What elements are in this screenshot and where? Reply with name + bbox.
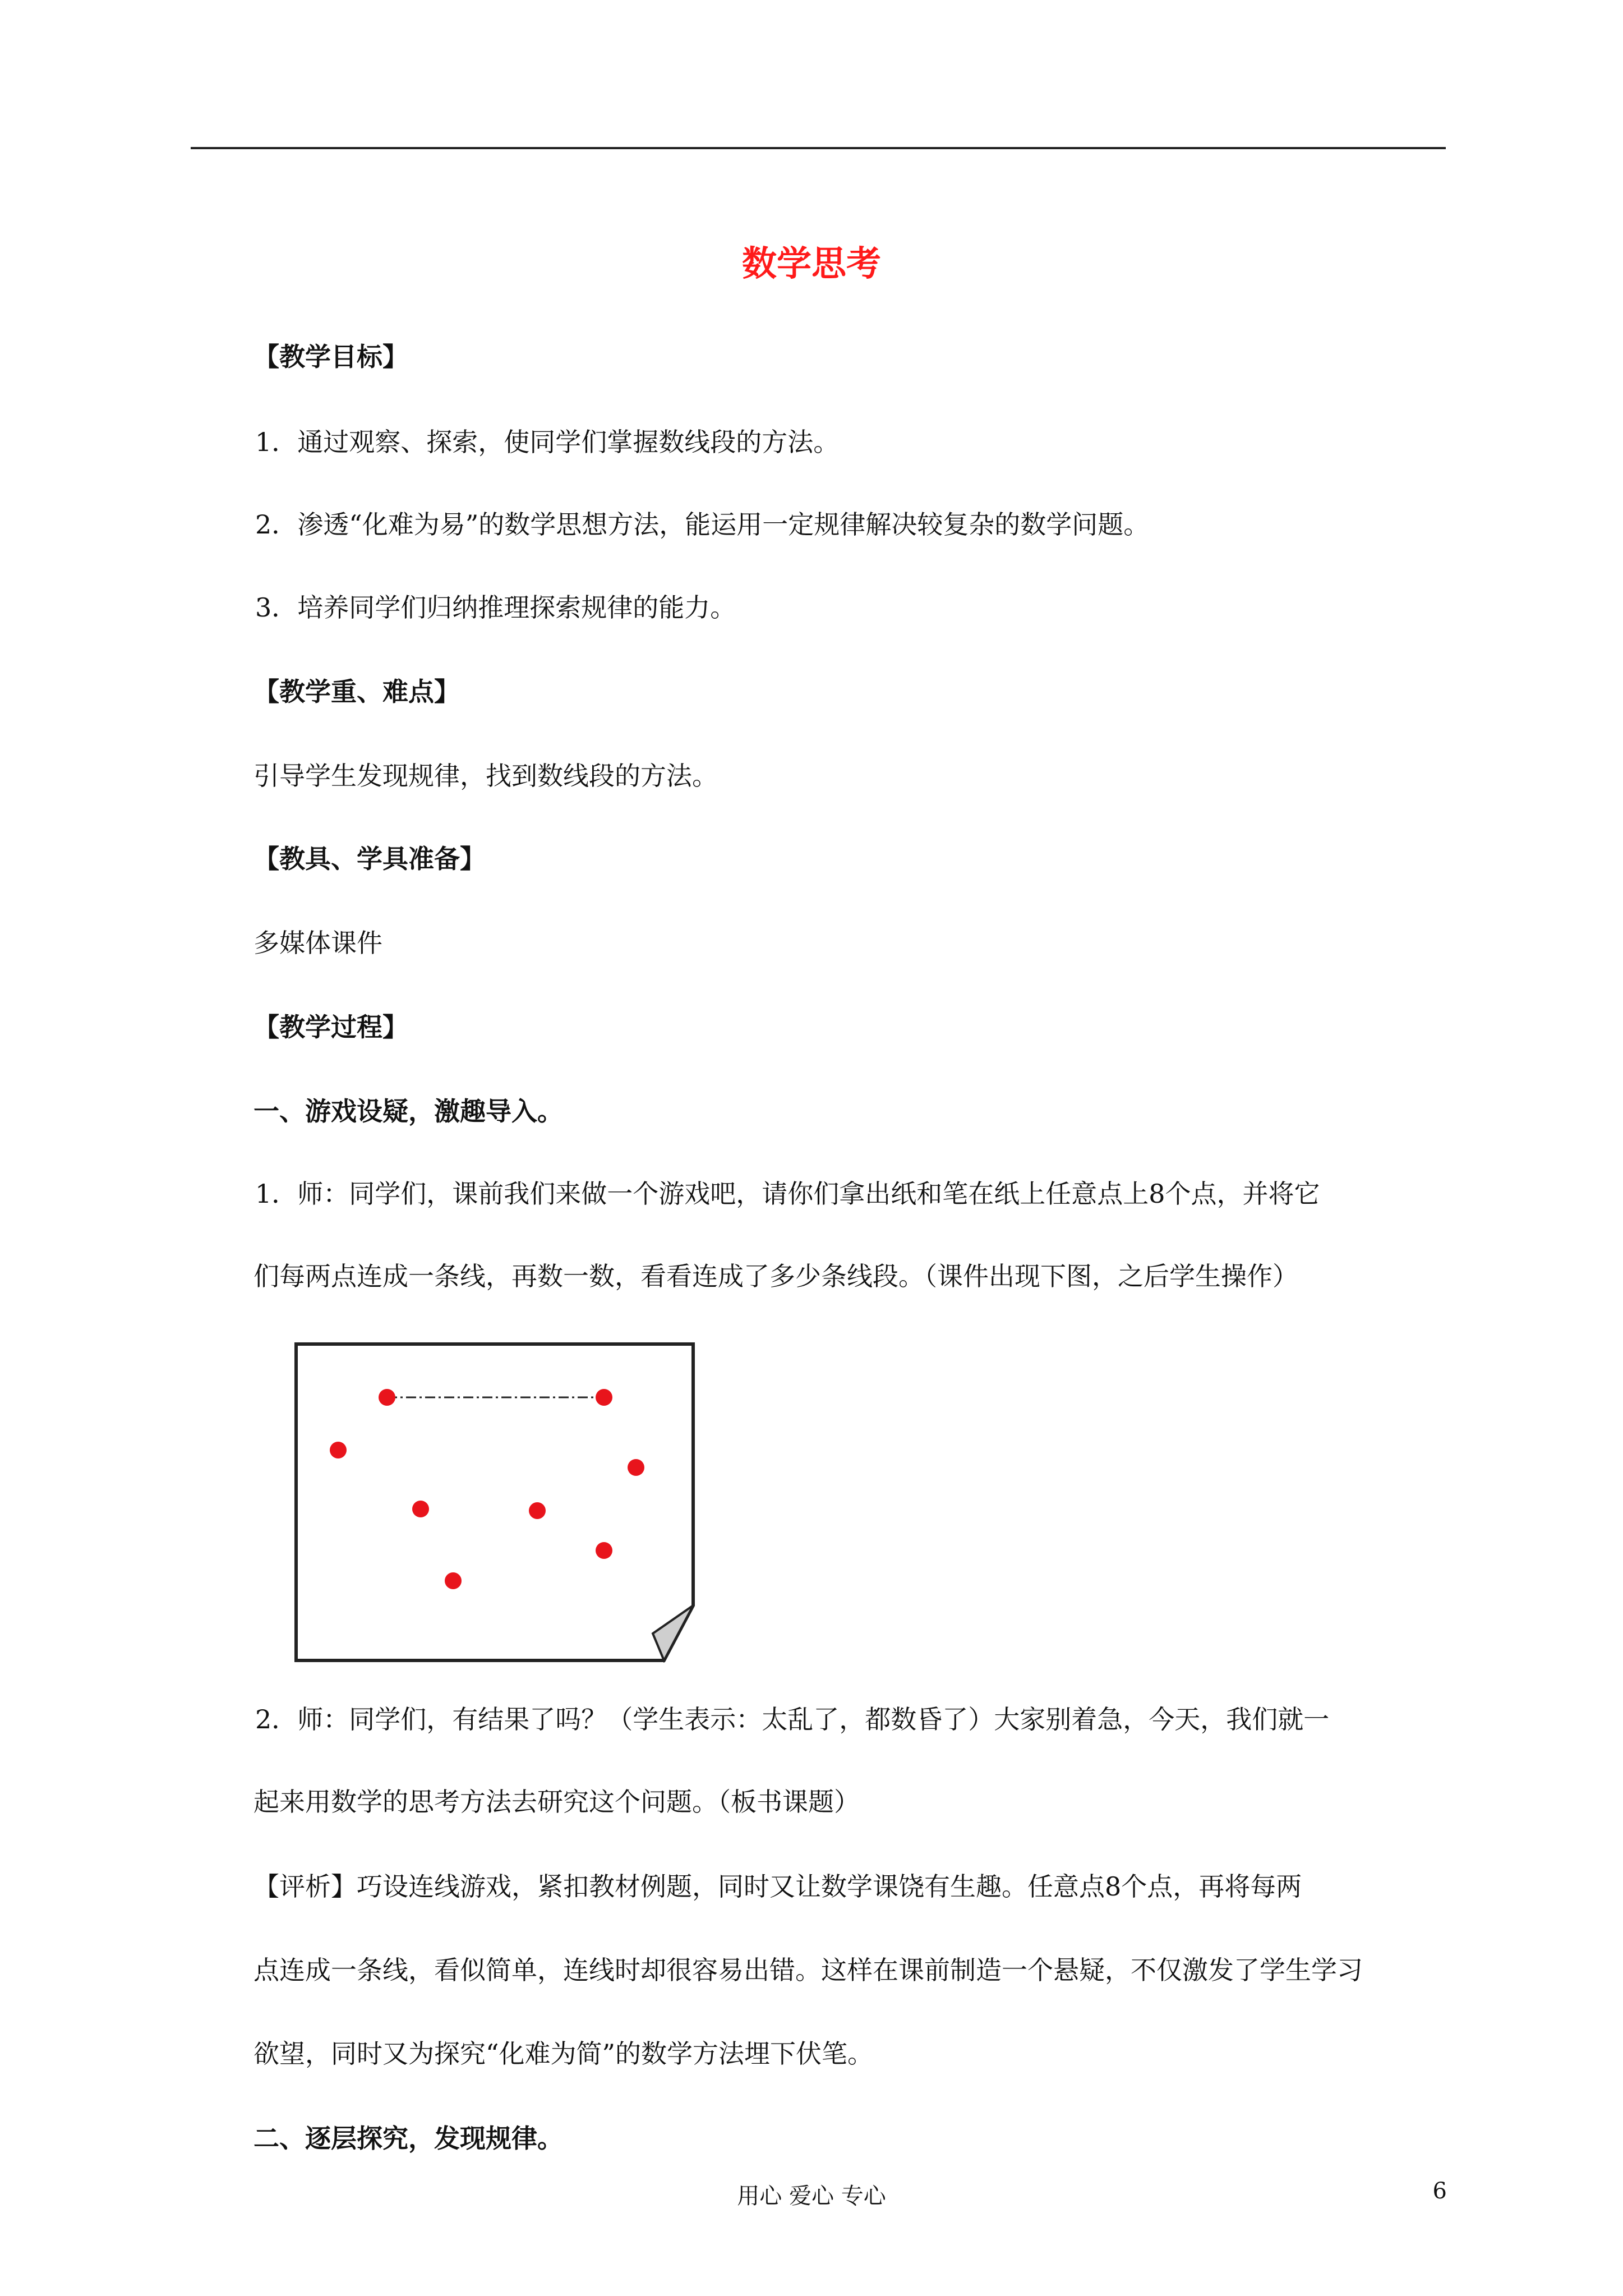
- goal-3: 3．培养同学们归纳推理探索规律的能力。: [255, 592, 736, 623]
- point: [596, 1542, 612, 1559]
- paper-sheet: [296, 1344, 693, 1660]
- key-points-text: 引导学生发现规律，找到数线段的方法。: [253, 761, 718, 791]
- point: [379, 1389, 395, 1406]
- tools-text: 多媒体课件: [253, 928, 382, 958]
- footer-text: 用心 爱心 专心: [737, 2183, 886, 2209]
- step-2-line-1: 2．师：同学们，有结果了吗？（学生表示：太乱了，都数昏了）大家别着急，今天，我们就一: [255, 1704, 1330, 1734]
- comment-line-3: 欲望，同时又为探究“化难为简”的数学方法埋下伏笔。: [253, 2039, 874, 2069]
- step-1-paragraph: [253, 1180, 1446, 1345]
- point: [445, 1572, 462, 1589]
- goal-2: 2．渗透“化难为易”的数学思想方法，能运用一定规律解决较复杂的数学问题。: [255, 509, 1150, 540]
- process-heading: 【教学过程】: [253, 1012, 408, 1042]
- dots-paper-figure: [294, 1342, 696, 1663]
- page-title: 数学思考: [741, 243, 881, 284]
- page-number: 6: [1432, 2178, 1447, 2204]
- key-points-heading: 【教学重、难点】: [253, 677, 460, 707]
- step-2-line-2: 起来用数学的思考方法去研究这个问题。（板书课题）: [253, 1787, 860, 1817]
- goals-heading: 【教学目标】: [253, 342, 408, 372]
- point: [330, 1442, 347, 1458]
- point: [596, 1389, 612, 1406]
- point: [412, 1501, 429, 1517]
- header-rule: [191, 147, 1446, 149]
- step-1-line-1: 1．师：同学们，课前我们来做一个游戏吧，请你们拿出纸和笔在纸上任意点上8个点，并将它: [255, 1179, 1320, 1209]
- comment-paragraph: [253, 1872, 1446, 2122]
- step-1-line-2: 们每两点连成一条线，再数一数，看看连成了多少条线段。（课件出现下图，之后学生操作）: [253, 1261, 1298, 1291]
- goal-1: 1．通过观察、探索，使同学们掌握数线段的方法。: [255, 427, 840, 457]
- tools-heading: 【教具、学具准备】: [253, 844, 486, 874]
- part-1-heading: 一、游戏设疑，激趣导入。: [253, 1096, 563, 1126]
- point: [628, 1459, 644, 1476]
- comment-line-1: 【评析】巧设连线游戏，紧扣教材例题，同时又让数学课饶有生趣。任意点8个点，再将每两: [253, 1871, 1302, 1902]
- point: [529, 1502, 546, 1519]
- step-2-paragraph: [253, 1705, 1446, 1870]
- part-2-heading: 二、逐层探究，发现规律。: [253, 2123, 563, 2154]
- comment-line-2: 点连成一条线，看似简单，连线时却很容易出错。这样在课前制造一个悬疑，不仅激发了学生学习: [253, 1955, 1363, 1985]
